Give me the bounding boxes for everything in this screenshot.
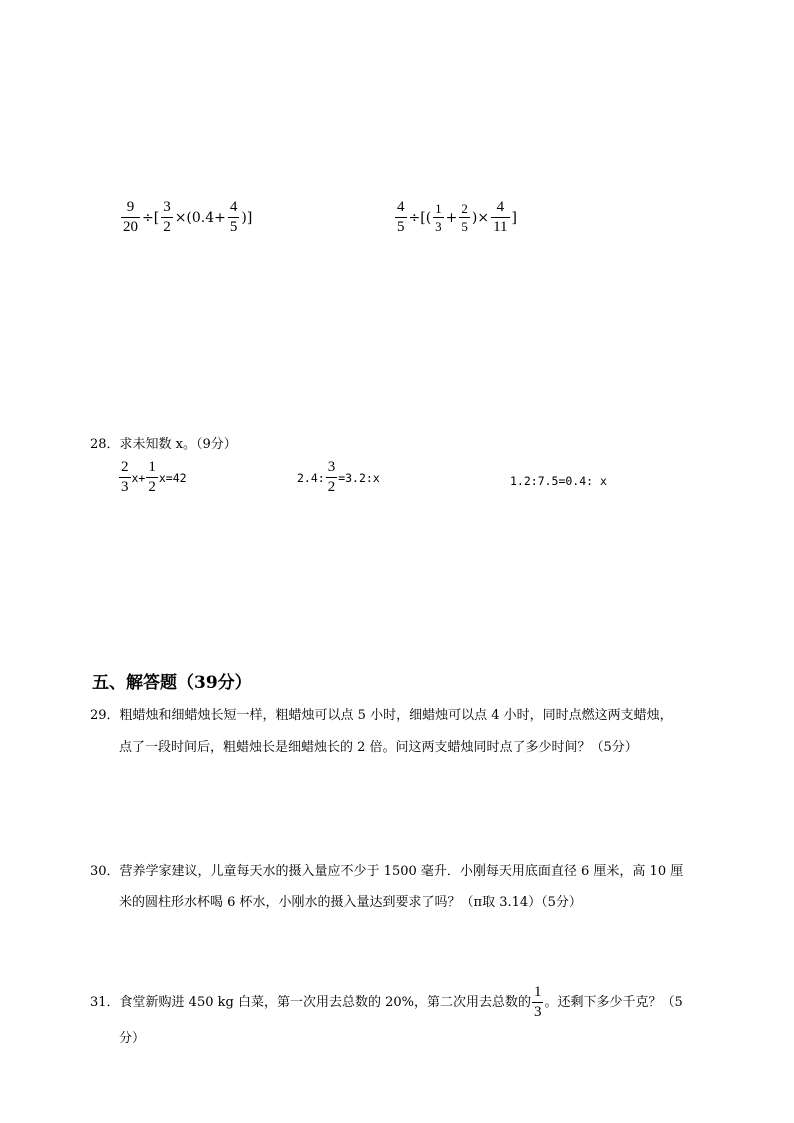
section-title: 五、解答题（39分） xyxy=(92,673,252,693)
fraction: $\frac{2}{5}$ xyxy=(461,201,468,234)
question-29-line-1: 29．粗蜡烛和细蜡烛长短一样，粗蜡烛可以点 5 小时，细蜡烛可以点 4 小时，同时点燃这两支蜡烛， xyxy=(90,708,673,723)
fraction: $\frac{1}{3}$ xyxy=(533,984,542,1020)
fraction: $\frac{4}{5}$ xyxy=(229,199,238,235)
equation-2: 2.4: $\frac{3}{2}$ =3.2:x xyxy=(297,459,380,495)
fraction: $\frac{2}{3}$ xyxy=(121,459,129,495)
fraction: $\frac{3}{2}$ xyxy=(163,199,171,235)
fraction: $\frac{4}{11}$ xyxy=(493,199,508,235)
question-30-line-1: 30．营养学家建议，儿童每天水的摄入量应不少于 1500 毫升．小刚每天用底面直径 6 厘米，高 10 厘 xyxy=(90,864,684,879)
question-29-line-2: 点了一段时间后，粗蜡烛长是细蜡烛长的 2 倍。问这两支蜡烛同时点了多少时间？（5分） xyxy=(119,740,638,755)
question-31-line-1: 31．食堂新购进 450 kg 白菜，第一次用去总数的 20%，第二次用去总数的 $\frac{1}{3}$ 。还剩下多少千克？（5 xyxy=(90,984,683,1020)
expression-1: $\frac{9}{20}$ ÷[ $\frac{3}{2}$ ×(0.4+ $\frac{4}{5}$ )] xyxy=(123,199,253,235)
equation-3: 1.2:7.5=0.4: x xyxy=(510,474,607,488)
fraction: $\frac{3}{2}$ xyxy=(327,459,336,495)
question-30-line-2: 米的圆柱形水杯喝 6 杯水，小刚水的摄入量达到要求了吗？（π取 3.14）（5分） xyxy=(119,895,582,910)
fraction: $\frac{1}{3}$ xyxy=(435,201,442,234)
fraction: $\frac{4}{5}$ xyxy=(397,199,405,235)
expression-2: $\frac{4}{5}$ ÷[( $\frac{1}{3}$ + $\frac{2}{5}$ )× $\frac{4}{11}$ ] xyxy=(397,199,518,235)
fraction: $\frac{1}{2}$ xyxy=(148,459,156,495)
fraction: $\frac{9}{20}$ xyxy=(123,199,138,235)
question-31-line-2: 分） xyxy=(119,1031,146,1046)
question-28-title: 28．求未知数 x。（9分） xyxy=(90,437,237,452)
equation-1: $\frac{2}{3}$ x+ $\frac{1}{2}$ x=42 xyxy=(121,459,187,495)
